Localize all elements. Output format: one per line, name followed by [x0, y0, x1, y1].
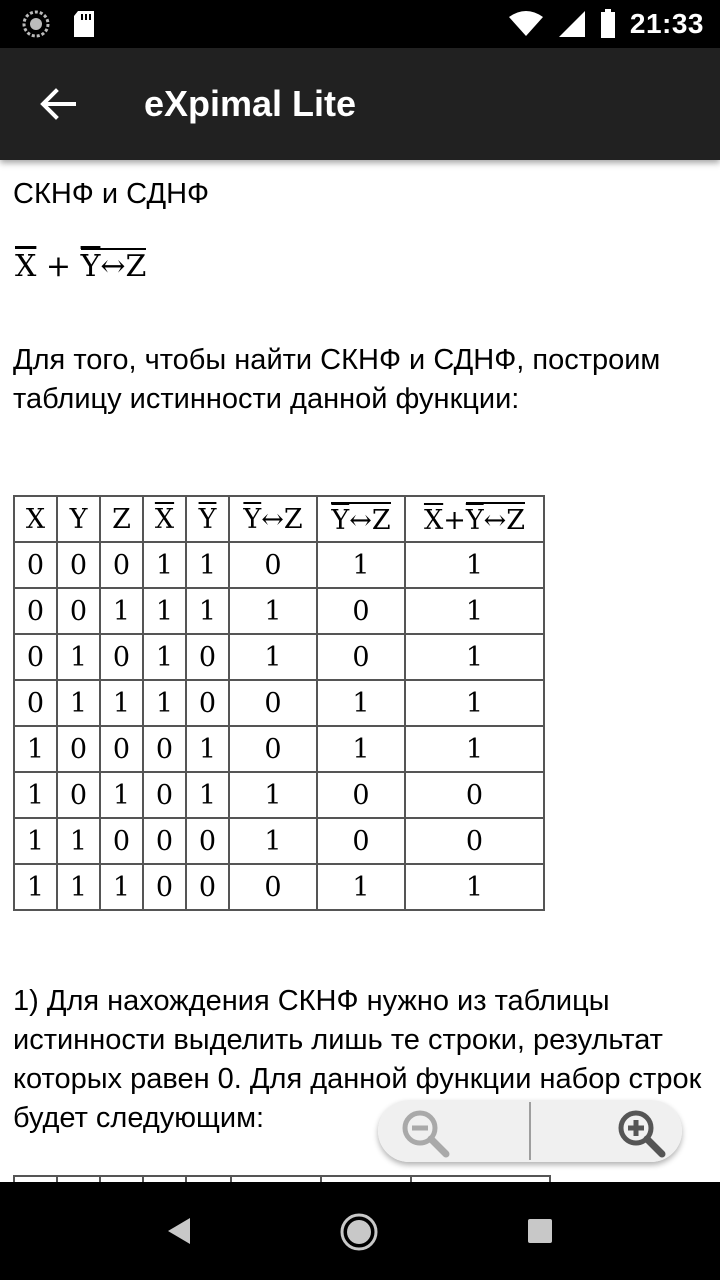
table-cell: 1 — [317, 864, 405, 910]
header-not-x: $\overline{X}$ — [143, 496, 186, 542]
second-table-top — [13, 1175, 551, 1182]
app-title: eXpimal Lite — [144, 83, 357, 124]
table-cell: 0 — [14, 680, 57, 726]
table-row — [14, 542, 544, 588]
zoom-out-icon[interactable] — [398, 1106, 452, 1160]
table-cell: 1 — [317, 726, 405, 772]
table-cell: 0 — [100, 542, 143, 588]
table-row — [14, 818, 544, 864]
table-cell: 0 — [14, 634, 57, 680]
table-cell: 0 — [186, 818, 229, 864]
truth-table — [13, 495, 545, 911]
nav-back-icon[interactable] — [166, 1216, 192, 1246]
table-cell: 1 — [100, 772, 143, 818]
zoom-controls — [378, 1100, 682, 1162]
table-cell: 1 — [14, 818, 57, 864]
table-cell: 0 — [143, 864, 186, 910]
header-noty-eq-z: $\overline{Y}\leftrightarrow Z$ — [229, 496, 317, 542]
table-cell: 1 — [14, 864, 57, 910]
table-cell: 1 — [57, 680, 100, 726]
table-cell: 0 — [14, 588, 57, 634]
table-cell: 0 — [186, 864, 229, 910]
table-cell: 1 — [405, 588, 544, 634]
navigation-bar — [0, 1182, 720, 1280]
table-cell: 0 — [57, 726, 100, 772]
content-scroll[interactable] — [0, 160, 720, 1182]
wifi-icon — [508, 10, 544, 38]
table-cell: 1 — [57, 864, 100, 910]
table-cell: 1 — [405, 864, 544, 910]
table-cell: 1 — [14, 726, 57, 772]
table-cell: 0 — [405, 818, 544, 864]
table-cell: 1 — [229, 634, 317, 680]
header-y: Y — [57, 496, 100, 542]
table-cell: 0 — [317, 634, 405, 680]
table-cell: 0 — [143, 818, 186, 864]
table-cell: 1 — [186, 542, 229, 588]
table-cell: 0 — [405, 772, 544, 818]
table-cell: 1 — [405, 680, 544, 726]
table-row — [14, 588, 544, 634]
status-bar — [0, 0, 720, 48]
table-row — [14, 864, 544, 910]
table-cell: 1 — [143, 588, 186, 634]
header-not-noty-eq-z: $\overline{Y}\leftrightarrow Z$ — [317, 496, 405, 542]
clock: 21:33 — [629, 8, 704, 39]
table-cell: 0 — [229, 542, 317, 588]
header-x: X — [14, 496, 57, 542]
table-cell: 0 — [186, 680, 229, 726]
intro-paragraph: Для того, чтобы найти СКНФ и СДНФ, построим таблицу истинности данной функции: — [13, 344, 661, 415]
table-cell: 1 — [143, 542, 186, 588]
table-cell: 1 — [186, 772, 229, 818]
table-cell: 0 — [229, 726, 317, 772]
table-cell: 1 — [57, 818, 100, 864]
table-cell: 1 — [14, 772, 57, 818]
table-cell: 1 — [229, 772, 317, 818]
table-row — [14, 680, 544, 726]
step1-paragraph: 1) Для нахождения СКНФ нужно из таблицы истинности выделить лишь те строки, результат которых равен 0. Для данной функции набор строк будет следующим: — [13, 985, 702, 1134]
table-cell: 0 — [317, 588, 405, 634]
table-row — [14, 634, 544, 680]
battery-icon — [600, 9, 616, 39]
table-cell: 1 — [57, 634, 100, 680]
table-cell: 1 — [186, 726, 229, 772]
arrow-back-icon[interactable] — [36, 82, 80, 126]
table-cell: 1 — [100, 588, 143, 634]
table-cell: 1 — [143, 634, 186, 680]
table-cell: 0 — [57, 588, 100, 634]
table-cell: 0 — [100, 634, 143, 680]
truth-table-body — [14, 542, 544, 910]
table-cell: 1 — [405, 726, 544, 772]
table-cell: 1 — [143, 680, 186, 726]
header-z: Z — [100, 496, 143, 542]
sd-card-icon — [72, 10, 96, 38]
table-cell: 1 — [229, 588, 317, 634]
table-cell: 1 — [405, 634, 544, 680]
table-row — [14, 726, 544, 772]
header-not-y: $\overline{Y}$ — [186, 496, 229, 542]
table-cell: 1 — [229, 818, 317, 864]
table-cell: 1 — [317, 542, 405, 588]
table-cell: 0 — [57, 772, 100, 818]
table-cell: 1 — [100, 680, 143, 726]
cell-signal-icon — [558, 10, 586, 38]
zoom-in-icon[interactable] — [614, 1106, 668, 1160]
table-cell: 0 — [186, 634, 229, 680]
table-cell: 0 — [14, 542, 57, 588]
table-cell: 1 — [405, 542, 544, 588]
table-cell: 0 — [100, 818, 143, 864]
formula: $\overline{X}$ + $\overline{Y}\leftrightarrow Z$ — [15, 249, 147, 284]
table-cell: 1 — [100, 864, 143, 910]
table-header-row — [14, 496, 544, 542]
table-cell: 0 — [143, 726, 186, 772]
nav-recents-icon[interactable] — [528, 1219, 552, 1243]
table-cell: 1 — [186, 588, 229, 634]
circle-loader-icon — [22, 10, 50, 38]
table-row — [14, 772, 544, 818]
table-cell: 0 — [143, 772, 186, 818]
app-bar — [0, 48, 720, 160]
table-cell: 0 — [317, 818, 405, 864]
table-cell: 0 — [229, 680, 317, 726]
table-cell: 0 — [57, 542, 100, 588]
header-result: $\overline{X}+\overline{Y}\leftrightarrow Z$ — [405, 496, 544, 542]
nav-home-icon[interactable] — [339, 1212, 379, 1252]
table-cell: 0 — [229, 864, 317, 910]
table-cell: 0 — [100, 726, 143, 772]
page-heading: СКНФ и СДНФ — [13, 178, 210, 210]
table-cell: 1 — [317, 680, 405, 726]
table-cell: 0 — [317, 772, 405, 818]
